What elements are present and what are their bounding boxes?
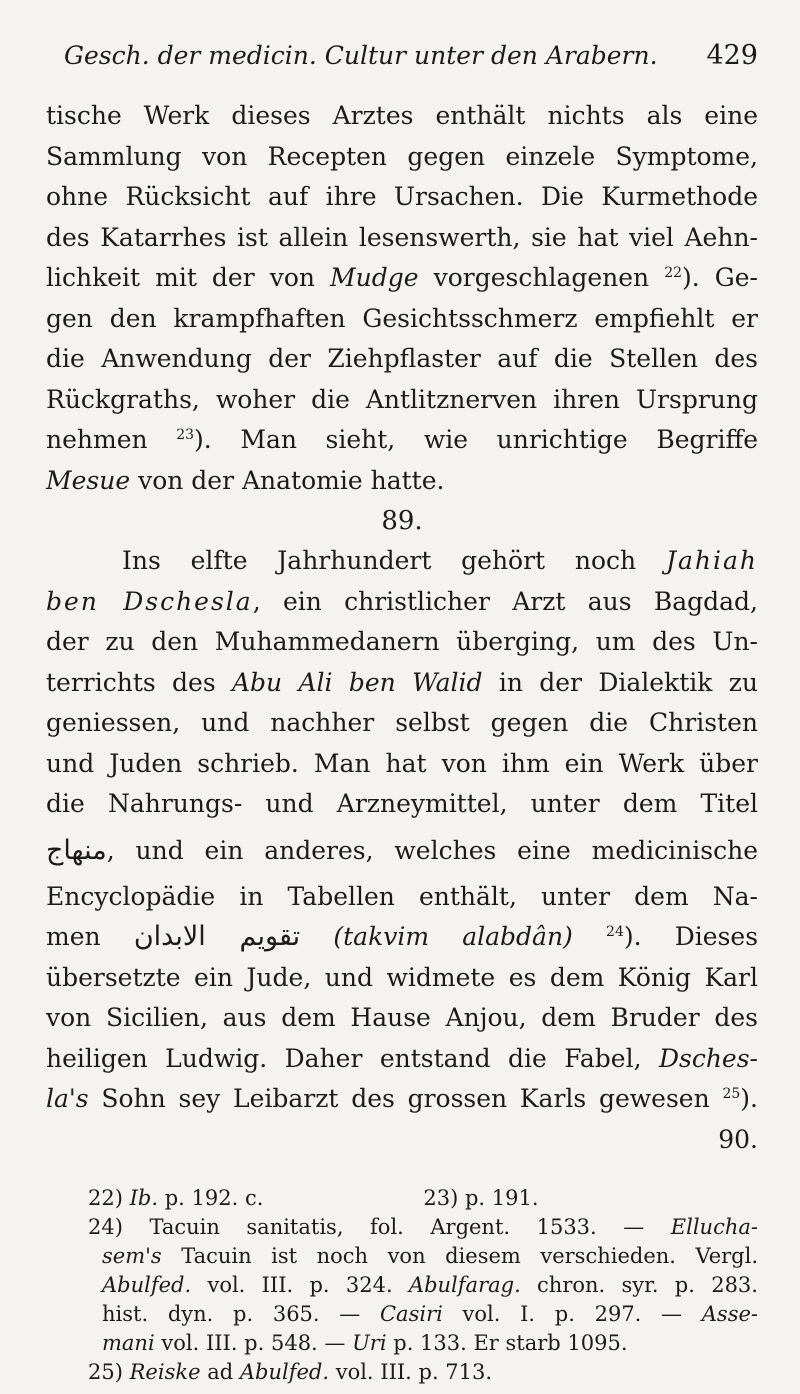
text-line: منهاج, und ein anderes, welches eine medicinische xyxy=(46,834,758,866)
footnote-24: 24) Tacuin sanitatis, fol. Argent. 1533. — Ellucha- xyxy=(88,1214,758,1239)
footnote-ref: 25 xyxy=(722,1086,741,1102)
text-line: Sammlung von Recepten gegen einzele Symptome, xyxy=(46,141,758,171)
text-line: nehmen $^{23}$). Man sieht, wie unrichtige Begriffe xyxy=(46,425,758,454)
author-name: Abu Ali ben Walid xyxy=(232,667,483,697)
footnote-ref: 23 xyxy=(176,427,195,443)
footnote-24-line: sem's Tacuin ist noch von diesem verschieden. Vergl. xyxy=(102,1243,758,1268)
text-line: geniessen, und nachher selbst gegen die Christen xyxy=(46,708,758,737)
arabic-title: منهاج xyxy=(46,834,107,866)
footnote-24-line: mani vol. III. p. 548. — Uri p. 133. Er starb 1095. xyxy=(102,1330,628,1355)
page-number: 429 xyxy=(706,40,758,71)
arabic-title: تقويم الابدان xyxy=(133,921,301,952)
author-name: la's xyxy=(46,1084,89,1113)
author-name: ben Dschesla xyxy=(46,586,253,616)
text-line: heiligen Ludwig. Daher entstand die Fabel, Dsches- xyxy=(46,1043,759,1073)
author-name: Dsches- xyxy=(658,1043,759,1073)
paragraph-1 xyxy=(46,96,758,501)
text-line: die Nahrungs- und Arzneymittel, unter dem Titel xyxy=(46,789,758,818)
footnotes xyxy=(46,1184,758,1387)
text-line: ben Dschesla, ein christlicher Arzt aus Bagdad, xyxy=(46,586,758,616)
text-line: tische Werk dieses Arztes enthält nichts als eine xyxy=(46,101,758,130)
text-line: und Juden schrieb. Man hat von ihm ein Werk über xyxy=(46,748,758,778)
text-line: ohne Rücksicht auf ihre Ursachen. Die Kurmethode xyxy=(46,182,758,211)
section-number: 89. xyxy=(381,506,423,536)
text-line: Encyclopädie in Tabellen enthält, unter dem Na- xyxy=(46,881,758,911)
text-line: übersetzte ein Jude, und widmete es dem König Karl xyxy=(46,962,758,992)
footnote-ref: 24 xyxy=(606,924,624,940)
text-line: Mesue von der Anatomie hatte. xyxy=(46,465,445,495)
page-header xyxy=(46,40,758,96)
paragraph-2 xyxy=(46,541,758,1120)
text-line: des Katarrhes ist allein lesenswerth, sie hat viel Aehn- xyxy=(46,222,758,252)
text-line: terrichts des Abu Ali ben Walid in der Dialektik zu xyxy=(46,667,758,697)
author-name: Mudge xyxy=(330,263,419,292)
next-section-number: 90. xyxy=(718,1124,758,1154)
book-page xyxy=(46,40,758,1387)
footnote-24-line: Abulfed. vol. III. p. 324. Abulfarag. chron. syr. p. 283. xyxy=(102,1272,758,1297)
footnote-24-line: hist. dyn. p. 365. — Casiri vol. I. p. 297. — Asse- xyxy=(102,1301,758,1326)
text-line: die Anwendung der Ziehpflaster auf die Stellen des xyxy=(46,344,758,373)
author-name: Jahiah xyxy=(665,546,758,575)
text-line: der zu den Muhammedanern überging, um des Un- xyxy=(46,627,758,656)
text-line: lichkeit mit der von Mudge vorgeschlagenen $^{22}$). Ge- xyxy=(46,263,758,292)
footnote-25: 25) Reiske ad Abulfed. vol. III. p. 713. xyxy=(88,1359,493,1384)
author-name: Mesue xyxy=(46,465,131,495)
transliteration: (takvim alabdân) xyxy=(333,922,573,951)
footnote-ref: 22 xyxy=(664,265,683,281)
running-title: Gesch. der medicin. Cultur unter den Arabern. xyxy=(64,41,658,70)
text-line: Ins elfte Jahrhundert gehört noch Jahiah xyxy=(122,546,758,575)
footnote-22: 22) Ib. p. 192. c. 23) p. 191. xyxy=(46,1184,758,1213)
text-line: gen den krampfhaften Gesichtsschmerz empfiehlt er xyxy=(46,303,758,333)
text-line: men تقويم الابدان (takvim alabdân) $^{24}$). Dieses xyxy=(46,921,759,952)
text-line: la's Sohn sey Leibarzt des grossen Karls gewesen $^{25}$). xyxy=(46,1084,758,1113)
text-line: von Sicilien, aus dem Hause Anjou, dem Bruder des xyxy=(46,1003,758,1032)
footnote-23: 23) p. 191. xyxy=(423,1185,539,1210)
text-line: Rückgraths, woher die Antlitznerven ihren Ursprung xyxy=(46,384,758,414)
